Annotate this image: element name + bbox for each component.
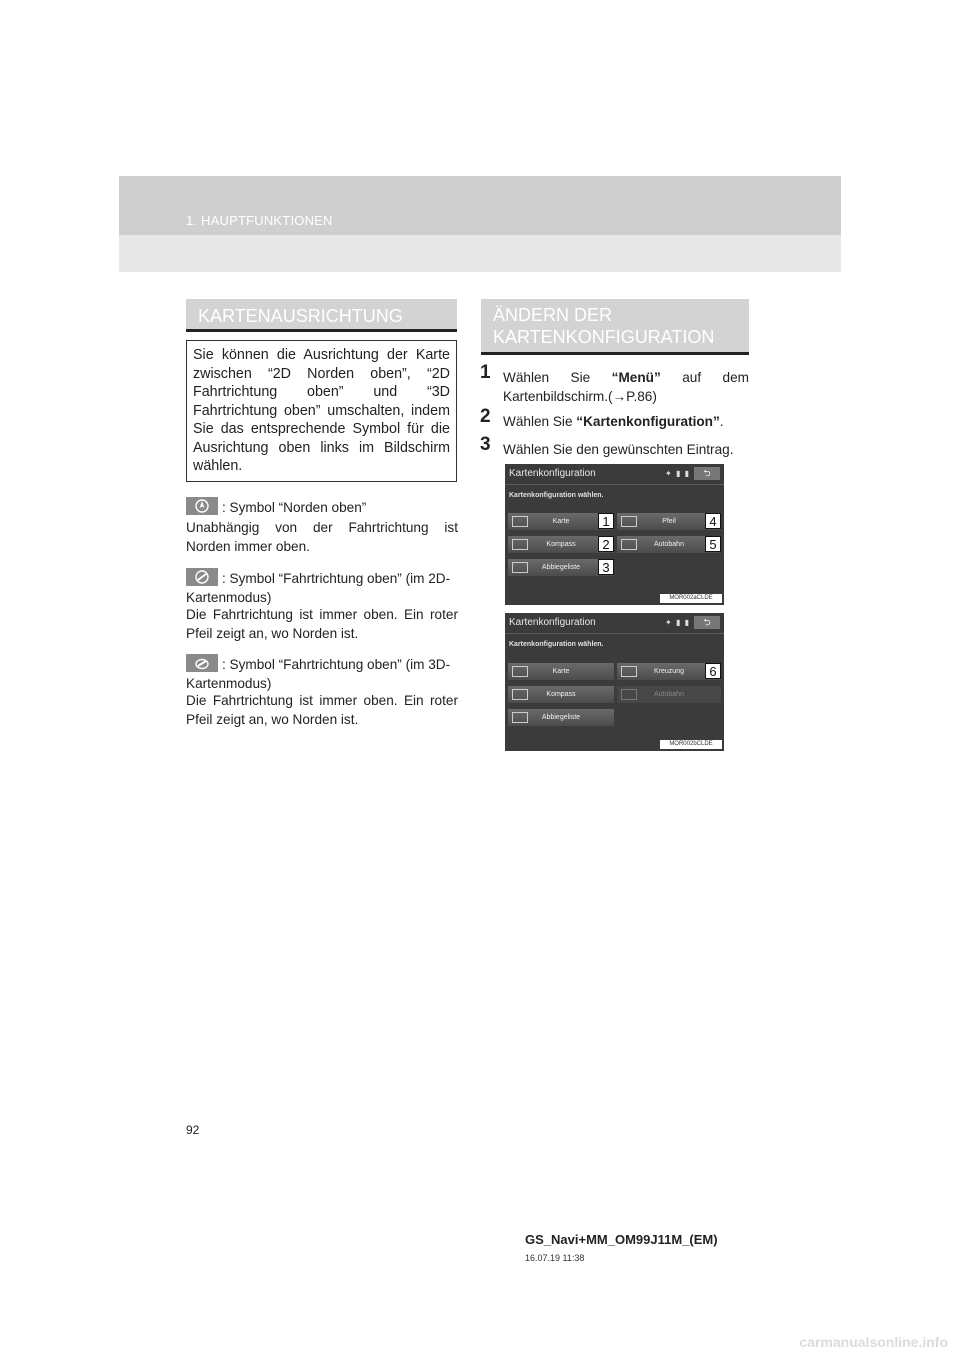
step-keyword: “Menü” [611, 370, 661, 385]
symbol-label: : Symbol “Norden oben” [222, 500, 367, 515]
pfeil-button[interactable]: Pfeil [617, 513, 721, 530]
list-icon [512, 712, 528, 723]
step-text: Wählen Sie [503, 370, 612, 385]
watermark: carmanualsonline.info [799, 1334, 948, 1350]
symbol-description: Unabhängig von der Fahrtrichtung ist Norden immer oben. [186, 520, 458, 554]
step-1 [480, 362, 749, 409]
compass-icon [512, 539, 528, 550]
callout-badge: 6 [705, 663, 721, 679]
screen-title: Kartenkonfiguration [509, 617, 596, 628]
step-3 [480, 434, 749, 461]
step-number: 1 [480, 362, 491, 383]
grid-icon [512, 516, 528, 527]
document-code: GS_Navi+MM_OM99J11M_(EM) [525, 1232, 718, 1247]
title-line-1: ÄNDERN DER [493, 305, 613, 325]
symbol-heading-up-3d-line [186, 654, 458, 693]
back-icon[interactable]: ⮌ [694, 616, 720, 629]
list-icon [512, 562, 528, 573]
karte-button[interactable]: Karte [508, 663, 614, 680]
kreuzung-button[interactable]: Kreuzung [617, 663, 721, 680]
grid-icon [512, 666, 528, 677]
callout-badge: 1 [598, 513, 614, 529]
image-code: MOR002bCLDE [660, 740, 722, 749]
title-line-2: KARTENKONFIGURATION [493, 327, 715, 347]
status-icons: ✦ ▮ ▮ [665, 618, 690, 627]
highway-icon [621, 539, 637, 550]
screenshot-map-config-1 [505, 464, 724, 605]
north-up-icon [186, 497, 218, 515]
symbol-description: Die Fahrtrichtung ist immer oben. Ein roter Pfeil zeigt an, wo Norden ist. [186, 693, 458, 727]
symbol-north-up-line [186, 497, 458, 518]
callout-badge: 3 [598, 559, 614, 575]
section-title-kartenkonfiguration [481, 299, 749, 355]
abbiegeliste-button[interactable]: Abbiegeliste [508, 709, 614, 726]
back-icon[interactable]: ⮌ [694, 467, 720, 480]
step-2 [480, 406, 749, 433]
intro-box: Sie können die Ausrichtung der Karte zwischen “2D Norden oben”, “2D Fahrtrichtung oben” und “3D Fahrtrichtung oben” umschalten, indem Sie das entsprechende Symbol für die Ausrichtung oben links im Bildschirm wählen. [186, 340, 457, 482]
symbol-label: : Symbol “Fahrtrichtung oben” (im 3D-Kartenmodus) [186, 657, 451, 691]
divider [505, 633, 724, 634]
kompass-button[interactable]: Kompass [508, 536, 614, 553]
page-number: 92 [186, 1123, 200, 1137]
symbol-heading-up-2d-line [186, 568, 458, 607]
screen-subtitle: Kartenkonfiguration wählen. [509, 492, 604, 499]
arrow-icon [621, 516, 637, 527]
callout-badge: 2 [598, 536, 614, 552]
section-title-kartenausrichtung: KARTENAUSRICHTUNG [186, 299, 457, 332]
step-text: Wählen Sie den gewünschten Eintrag. [503, 442, 734, 457]
section-label: 1. HAUPTFUNKTIONEN [186, 213, 333, 228]
highway-icon [621, 689, 637, 700]
callout-badge: 4 [705, 513, 721, 529]
heading-up-2d-icon [186, 568, 218, 586]
step-text: Wählen Sie [503, 414, 577, 429]
status-icons: ✦ ▮ ▮ [665, 469, 690, 478]
divider [505, 484, 724, 485]
kompass-button[interactable]: Kompass [508, 686, 614, 703]
symbol-label: : Symbol “Fahrtrichtung oben” (im 2D-Kartenmodus) [186, 571, 451, 605]
intersection-icon [621, 666, 637, 677]
callout-badge: 5 [705, 536, 721, 552]
autobahn-button-disabled: Autobahn [617, 686, 721, 703]
symbol-description: Die Fahrtrichtung ist immer oben. Ein roter Pfeil zeigt an, wo Norden ist. [186, 607, 458, 641]
screenshot-map-config-2 [505, 613, 724, 751]
screen-title: Kartenkonfiguration [509, 468, 596, 479]
abbiegeliste-button[interactable]: Abbiegeliste [508, 559, 614, 576]
compass-icon [512, 689, 528, 700]
heading-up-3d-icon [186, 654, 218, 672]
step-text: . [719, 414, 724, 429]
screen-subtitle: Kartenkonfiguration wählen. [509, 641, 604, 648]
timestamp: 16.07.19 11:38 [525, 1253, 585, 1263]
autobahn-button[interactable]: Autobahn [617, 536, 721, 553]
image-code: MOR002aCLDE [660, 594, 722, 603]
step-number: 2 [480, 406, 491, 427]
step-text: auf dem Kartenbildschirm.(→P.86) [503, 370, 749, 404]
step-number: 3 [480, 434, 491, 455]
step-keyword: “Kartenkonfiguration” [576, 414, 720, 429]
karte-button[interactable]: Karte [508, 513, 614, 530]
